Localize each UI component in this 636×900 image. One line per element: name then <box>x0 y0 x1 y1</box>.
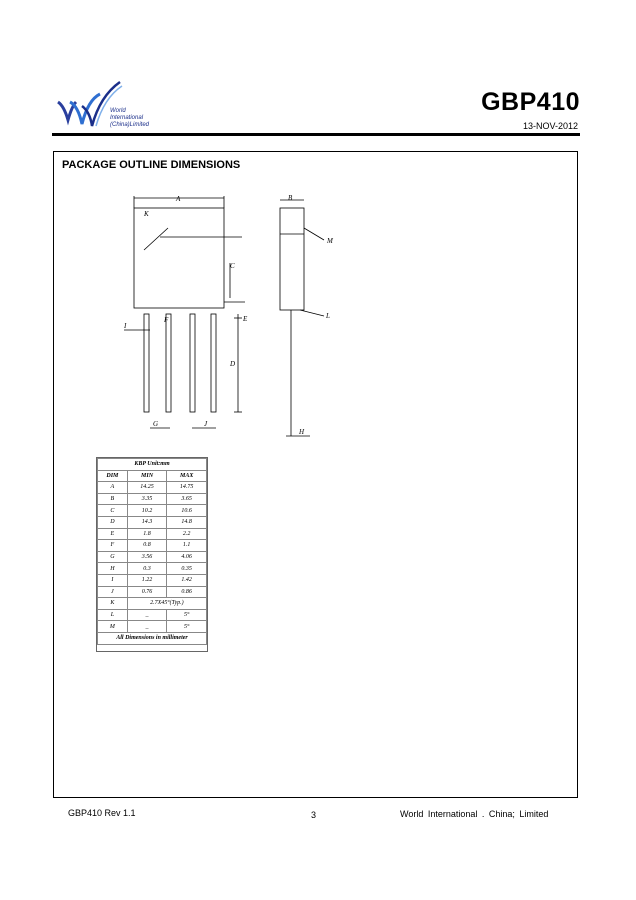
table-row <box>98 563 207 575</box>
table-footer-row <box>98 632 207 644</box>
label-k: K <box>144 210 149 218</box>
logo-line-2: International <box>110 115 144 121</box>
footer-revision: GBP410 Rev 1.1 <box>68 808 136 818</box>
cell: 14.75 <box>167 482 207 494</box>
part-number: GBP410 <box>481 88 580 116</box>
cell: 3.35 <box>127 493 167 505</box>
section-title: PACKAGE OUTLINE DIMENSIONS <box>62 159 241 171</box>
cell: 14.8 <box>167 516 207 528</box>
cell: L <box>98 609 128 621</box>
cell: 0.35 <box>167 563 207 575</box>
side-view-body <box>280 208 304 310</box>
cell: 1.42 <box>167 574 207 586</box>
table-row <box>98 528 207 540</box>
cell: 0.8 <box>127 540 167 552</box>
cell: 0.76 <box>127 586 167 598</box>
cell: 1.1 <box>167 540 207 552</box>
table-row-l <box>98 609 207 621</box>
table-row <box>98 482 207 494</box>
cell: A <box>98 482 128 494</box>
cell: 5° <box>167 621 207 633</box>
label-h: H <box>299 428 305 436</box>
label-i: I <box>124 322 127 330</box>
label-j: J <box>204 420 208 428</box>
cell: M <box>98 621 128 633</box>
cell: 4.06 <box>167 551 207 563</box>
lead-2 <box>166 314 171 412</box>
front-view-body <box>134 208 224 308</box>
cell: 14.25 <box>127 482 167 494</box>
cell: K <box>98 598 128 610</box>
cell: 3.65 <box>167 493 207 505</box>
lead-3 <box>190 314 195 412</box>
cell: E <box>98 528 128 540</box>
company-logo-text <box>110 108 149 129</box>
table-row <box>98 574 207 586</box>
cell: 2.7X45°(Typ.) <box>127 598 206 610</box>
cell: 2.2 <box>167 528 207 540</box>
logo-line-1: World <box>110 108 126 114</box>
col-dim: DIM <box>98 470 128 482</box>
dimension-table <box>96 457 208 652</box>
table-row <box>98 516 207 528</box>
label-d: D <box>230 360 236 368</box>
table-title-row <box>98 459 207 471</box>
cell: 14.3 <box>127 516 167 528</box>
table-row <box>98 540 207 552</box>
cell: B <box>98 493 128 505</box>
label-c: C <box>230 262 235 270</box>
table-row <box>98 586 207 598</box>
table-header-row <box>98 470 207 482</box>
package-outline-drawing <box>110 188 350 444</box>
table-title: KBP Unit:mm <box>98 459 207 471</box>
cell: 0.3 <box>127 563 167 575</box>
cell: 5° <box>167 609 207 621</box>
label-a: A <box>176 195 181 203</box>
label-g: G <box>153 420 159 428</box>
cell: 1.8 <box>127 528 167 540</box>
logo-line-3: (China)Limited <box>110 122 150 128</box>
cell: G <box>98 551 128 563</box>
table-row <box>98 493 207 505</box>
label-f: F <box>164 316 169 324</box>
cell: H <box>98 563 128 575</box>
cell: D <box>98 516 128 528</box>
table-row-k <box>98 598 207 610</box>
lead-4 <box>211 314 216 412</box>
cell: 1.22 <box>127 574 167 586</box>
label-m: M <box>327 237 333 245</box>
table-row <box>98 505 207 517</box>
col-max: MAX <box>167 470 207 482</box>
label-l: L <box>326 312 330 320</box>
cell: 10.6 <box>167 505 207 517</box>
footer-page-number: 3 <box>311 810 317 820</box>
cell: F <box>98 540 128 552</box>
header-date: 13-NOV-2012 <box>522 121 578 131</box>
cell: J <box>98 586 128 598</box>
table-row <box>98 551 207 563</box>
label-e: E <box>243 315 248 323</box>
table-footer: All Dimensions in millimeter <box>98 632 207 644</box>
cell: 10.2 <box>127 505 167 517</box>
cell: I <box>98 574 128 586</box>
lead-1 <box>144 314 149 412</box>
cell: 3.56 <box>127 551 167 563</box>
cell: _ <box>127 621 167 633</box>
table-row-m <box>98 621 207 633</box>
header-rule <box>52 133 580 136</box>
col-min: MIN <box>127 470 167 482</box>
cell: _ <box>127 609 167 621</box>
footer-company: World International . China; Limited <box>400 809 549 819</box>
cell: C <box>98 505 128 517</box>
cell: 0.86 <box>167 586 207 598</box>
label-b: B <box>288 194 293 202</box>
